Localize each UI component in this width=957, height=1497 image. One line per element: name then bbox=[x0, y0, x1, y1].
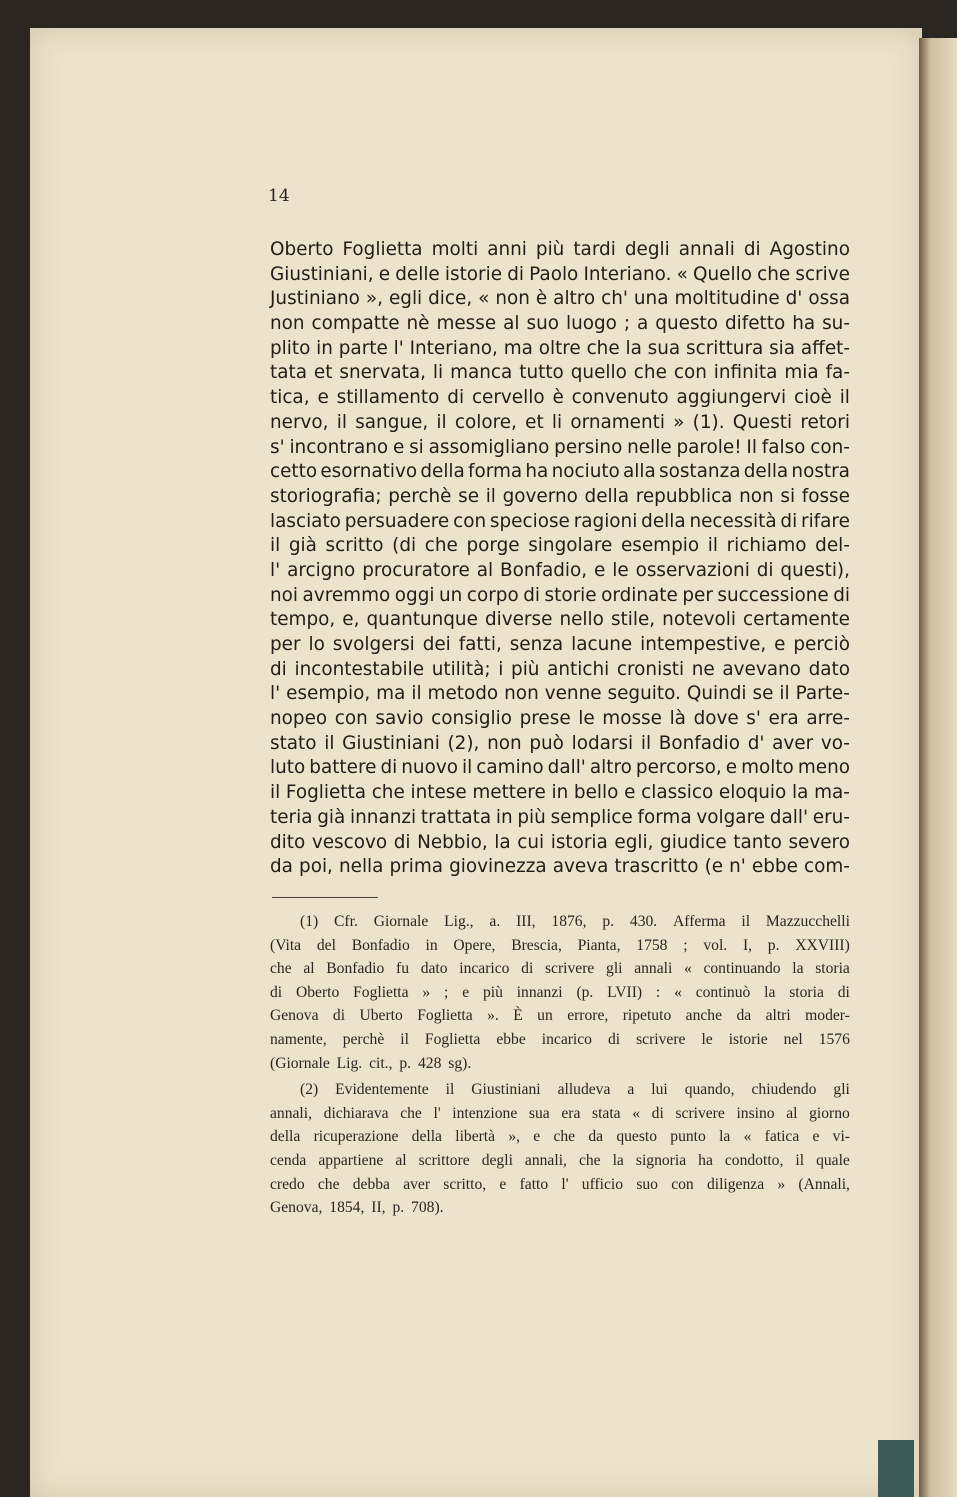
body-line: da poi, nella prima giovinezza aveva trascritto (e n' ebbe com- bbox=[270, 856, 850, 878]
body-line: l' esempio, ma il metodo non venne seguito. Quindi se il Parte- bbox=[270, 683, 850, 705]
body-line: l' arcigno procuratore al Bonfadio, e le osservazioni di questi), bbox=[270, 559, 850, 581]
body-line: Justiniano », egli dice, « non è altro ch' una moltitudine d' ossa bbox=[270, 288, 850, 310]
footnote-separator bbox=[272, 897, 378, 898]
footnote-2-line: Genova, 1854, II, p. 708). bbox=[270, 1199, 444, 1217]
body-line: per lo svolgersi dei fatti, senza lacune intempestive, e perciò bbox=[270, 634, 850, 655]
footnote-1-line: (Giornale Lig. cit., p. 428 sg). bbox=[270, 1054, 472, 1072]
body-line: lasciato persuadere con speciose ragioni della necessità di rifare bbox=[270, 510, 850, 532]
body-line: nervo, il sangue, il colore, et li ornamenti » (1). Questi retori bbox=[270, 411, 850, 433]
footnote-2-line: cenda appartiene al scrittore degli annali, che la signoria ha condotto, il quale bbox=[270, 1151, 850, 1169]
body-line: tica, e stillamento di cervello è convenuto aggiungervi cioè il bbox=[270, 387, 850, 409]
footnote-1-line: Genova di Uberto Foglietta ». È un errore, ripetuto anche da altri moder- bbox=[270, 1007, 850, 1025]
body-line: s' incontrano e si assomigliano persino nelle parole! Il falso con- bbox=[270, 436, 850, 458]
body-line: il già scritto (di che porge singolare esempio il richiamo del- bbox=[270, 535, 850, 557]
body-line: plito in parte l' Interiano, ma oltre che la sua scrittura sia affet- bbox=[270, 337, 850, 359]
footnote-1-line: (Vita del Bonfadio in Opere, Brescia, Pianta, 1758 ; vol. I, p. XXVIII) bbox=[270, 936, 850, 954]
body-line: Oberto Foglietta molti anni più tardi degli annali di Agostino bbox=[270, 239, 850, 260]
body-text bbox=[270, 238, 850, 880]
body-line: storiografia; perchè se il governo della repubblica non si fosse bbox=[270, 485, 850, 507]
footnote-2-line: annali, dichiarava che l' intenzione sua era stata « di scrivere insino al giorno bbox=[270, 1104, 850, 1122]
body-line: dito vescovo di Nebbio, la cui istoria egli, giudice tanto severo bbox=[270, 831, 850, 853]
page-number: 14 bbox=[268, 186, 290, 206]
footnote-1-line: che al Bonfadio fu dato incarico di scrivere gli annali « continuando la storia bbox=[270, 960, 850, 978]
body-line: teria già innanzi trattata in più semplice forma volgare dall' eru- bbox=[270, 806, 850, 828]
footnotes bbox=[270, 910, 850, 1220]
footnote-2-line: (2) Evidentemente il Giustiniani alludeva a lui quando, chiudendo gli bbox=[300, 1081, 850, 1099]
footnote-1-line: di Oberto Foglietta » ; e più innanzi (p. LVII) : « continuò la storia di bbox=[270, 983, 850, 1001]
body-line: noi avremmo oggi un corpo di storie ordinate per successione di bbox=[270, 584, 850, 606]
body-line: cetto esornativo della forma ha nociuto alla sostanza della nostra bbox=[270, 461, 850, 483]
footnote-2-line: credo che debba aver scritto, e fatto l' ufficio suo con diligenza » (Annali, bbox=[270, 1175, 850, 1193]
body-line: non compatte nè messe al suo luogo ; a questo difetto ha su- bbox=[270, 313, 850, 335]
body-line: nopeo con savio consiglio prese le mosse là dove s' era arre- bbox=[270, 708, 850, 730]
footnote-1-line: (1) Cfr. Giornale Lig., a. III, 1876, p. 430. Afferma il Mazzucchelli bbox=[300, 913, 850, 930]
body-line: tempo, e, quantunque diverse nello stile, notevoli certamente bbox=[270, 609, 850, 631]
footnote-2-line: della ricuperazione della libertà », e che da questo punto la « fatica e vi- bbox=[270, 1128, 850, 1146]
binding-strip bbox=[878, 1440, 914, 1497]
body-line: di incontestabile utilità; i più antichi cronisti ne avevano dato bbox=[270, 658, 850, 680]
body-line: tata et snervata, li manca tutto quello che con infinita mia fa- bbox=[270, 362, 850, 384]
adjacent-page-edge bbox=[919, 38, 957, 1497]
body-line: stato il Giustiniani (2), non può lodarsi il Bonfadio d' aver vo- bbox=[270, 732, 850, 754]
body-line: Giustiniani, e delle istorie di Paolo Interiano. « Quello che scrive bbox=[270, 263, 850, 285]
footnote-1-line: namente, perchè il Foglietta ebbe incarico di scrivere le istorie nel 1576 bbox=[270, 1030, 850, 1048]
body-line: luto battere di nuovo il camino dall' altro percorso, e molto meno bbox=[270, 757, 850, 779]
body-line: il Foglietta che intese mettere in bello e classico eloquio la ma- bbox=[270, 782, 850, 804]
